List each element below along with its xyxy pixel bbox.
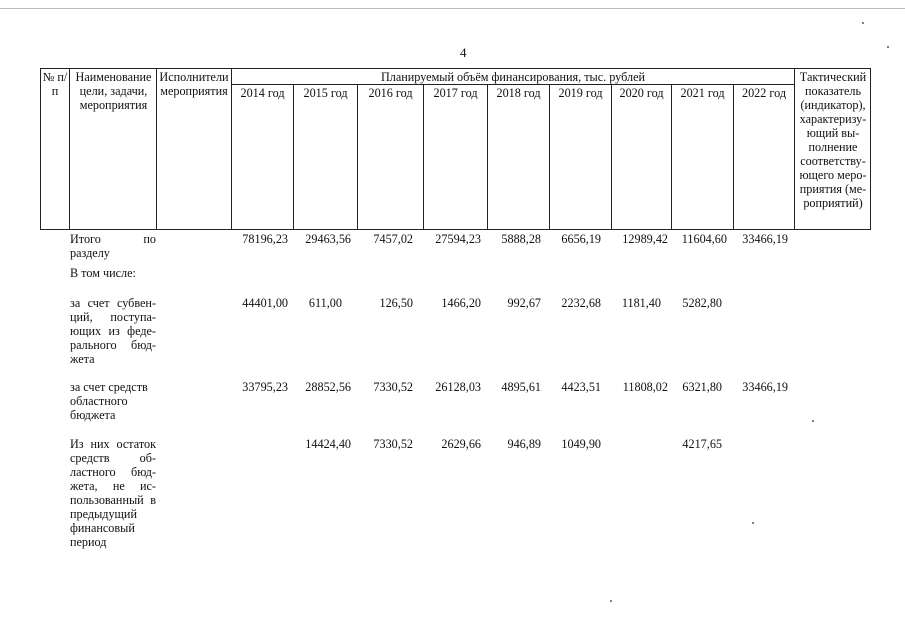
cell-value: 946,89 <box>507 437 541 451</box>
year-header: 2014 год <box>240 86 285 100</box>
cell-value: 5888,28 <box>501 232 541 246</box>
year-header: 2016 год <box>368 86 413 100</box>
cell-value: 2232,68 <box>561 296 601 310</box>
scan-speck <box>752 522 754 524</box>
cell-value: 6321,80 <box>682 380 722 394</box>
cell-value: 611,00 <box>308 296 342 310</box>
cell-value: 27594,23 <box>435 232 481 246</box>
cell-value: 2629,66 <box>441 437 481 451</box>
col-executors-header: Исполнители мероприятия <box>159 70 229 98</box>
cell-value: 26128,03 <box>435 380 481 394</box>
scan-speck <box>610 600 612 602</box>
cell-value: 4217,65 <box>682 437 722 451</box>
cell-value: 11808,02 <box>622 380 668 394</box>
cell-value: 33466,19 <box>742 232 788 246</box>
row-label: Итого по разделу <box>70 232 156 260</box>
year-header: 2021 год <box>680 86 725 100</box>
scan-speck <box>812 420 814 422</box>
cell-value: 7330,52 <box>373 437 413 451</box>
cell-value: 1181,40 <box>621 296 661 310</box>
cell-value: 33795,23 <box>242 380 288 394</box>
cell-value: 4423,51 <box>561 380 601 394</box>
cell-value: 7457,02 <box>373 232 413 246</box>
page-number: 4 <box>460 45 467 60</box>
cell-value: 11604,60 <box>681 232 727 246</box>
year-header: 2019 год <box>558 86 603 100</box>
cell-value: 29463,56 <box>305 232 351 246</box>
cell-value: 7330,52 <box>373 380 413 394</box>
row-label: В том числе: <box>70 266 136 280</box>
col-number-header: № п/п <box>42 70 68 98</box>
row-label: за счет субвен-ций, поступа-ющих из феде-рального бюд-жета <box>70 296 156 366</box>
cell-value: 33466,19 <box>742 380 788 394</box>
col-indicator-header: Тактический показатель (индикатор), характеризу-ющий вы-полнение соответству-ющего меро-приятия (ме-роприятий) <box>799 70 867 210</box>
cell-value: 4895,61 <box>501 380 541 394</box>
cell-value: 126,50 <box>379 296 413 310</box>
cell-value: 78196,23 <box>242 232 288 246</box>
cell-value: 1466,20 <box>441 296 481 310</box>
cell-value: 1049,90 <box>561 437 601 451</box>
year-header: 2020 год <box>619 86 664 100</box>
col-name-header: Наименование цели, задачи, мероприятия <box>75 70 152 112</box>
col-planned-financing-header: Планируемый объём финансирования, тыс. рублей <box>380 70 646 84</box>
scan-speck <box>862 22 864 24</box>
cell-value: 14424,40 <box>305 437 351 451</box>
cell-value: 992,67 <box>507 296 541 310</box>
cell-value: 12989,42 <box>622 232 668 246</box>
year-header: 2018 год <box>496 86 541 100</box>
cell-value: 6656,19 <box>561 232 601 246</box>
scan-top-edge <box>0 8 905 9</box>
year-header: 2022 год <box>741 86 787 100</box>
row-label: за счет средств областного бюджета <box>70 380 148 422</box>
year-header: 2015 год <box>303 86 348 100</box>
cell-value: 44401,00 <box>242 296 288 310</box>
cell-value: 28852,56 <box>305 380 351 394</box>
year-header: 2017 год <box>433 86 478 100</box>
scan-speck <box>887 46 889 48</box>
row-label: Из них остаток средств об-ластного бюд-жета, не ис-пользованный в предыдущий финансовый период <box>70 437 156 549</box>
cell-value: 5282,80 <box>682 296 722 310</box>
